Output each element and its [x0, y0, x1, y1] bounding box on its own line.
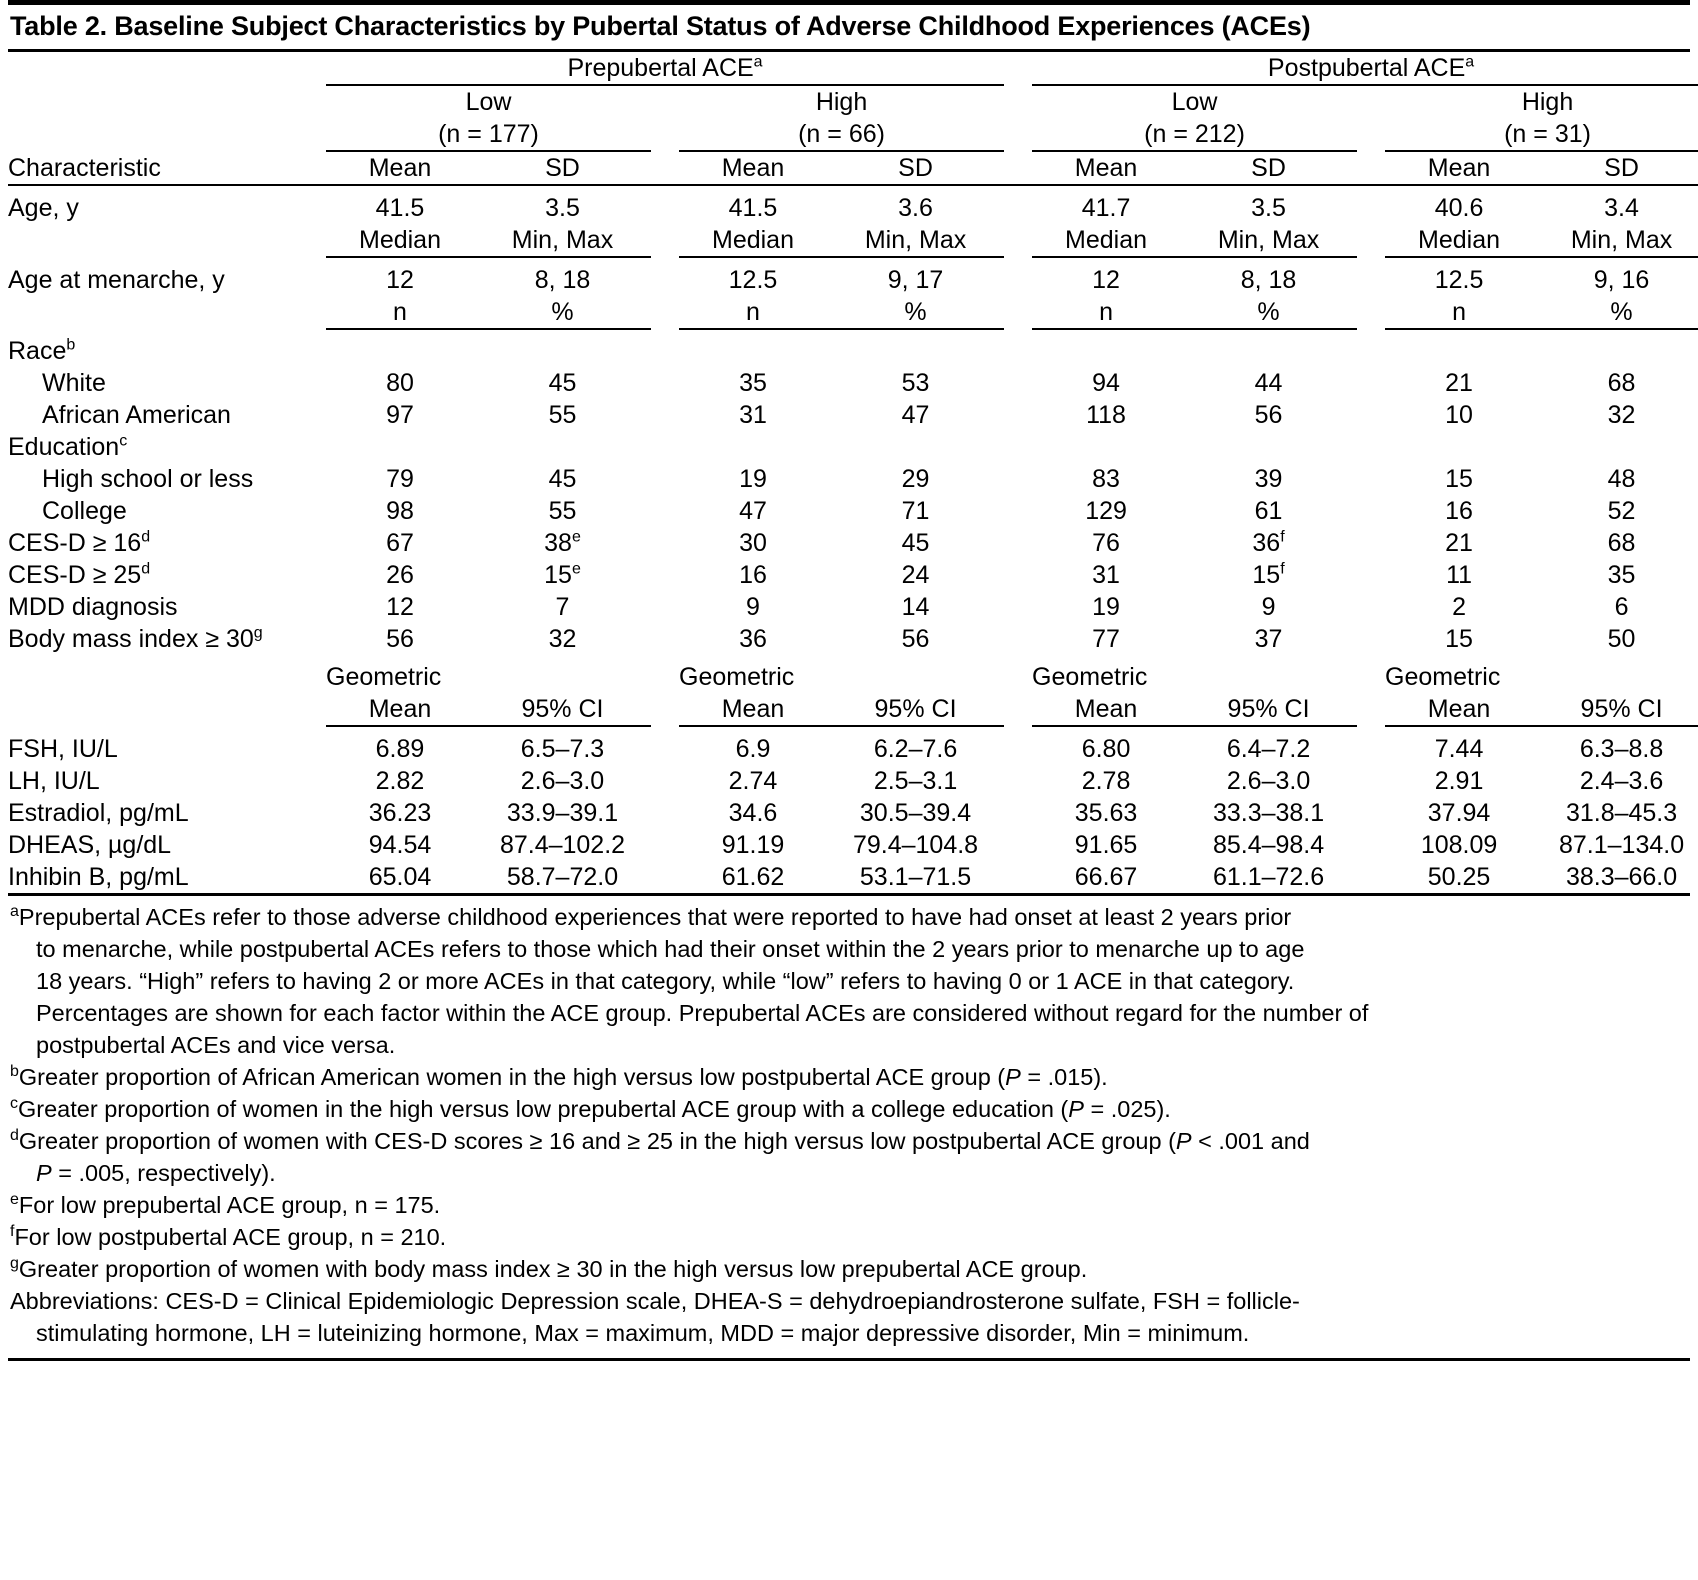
- table-row-section: [8, 431, 1698, 463]
- cell: 50.25: [1427, 863, 1491, 892]
- row-label: MDD diagnosis: [8, 593, 178, 622]
- cell: 2.4–3.6: [1579, 767, 1664, 796]
- subgroup-post-low-n: (n = 212): [1032, 118, 1357, 151]
- col-header: n: [679, 296, 827, 329]
- table-row: [8, 591, 1698, 623]
- cell: 79.4–104.8: [852, 831, 979, 860]
- cell: 15: [1445, 465, 1473, 494]
- abbreviations: Abbreviations: CES-D = Clinical Epidemiologic Depression scale, DHEA-S = dehydroepiandrosterone sulfate, FSH = follicle-: [10, 1288, 1300, 1315]
- footnote-marker: e: [10, 1191, 19, 1209]
- footnote-marker: b: [66, 336, 76, 354]
- cell: 38e: [544, 528, 581, 558]
- cell: 19: [739, 465, 767, 494]
- table-row-section: [8, 329, 1698, 367]
- footnote-d-line: P = .005, respectively).: [36, 1160, 276, 1187]
- footnote-marker: f: [1280, 528, 1285, 546]
- subgroup-post-high: High: [1521, 88, 1574, 117]
- characteristic-header: Characteristic: [8, 154, 161, 183]
- cell: 56: [386, 625, 414, 654]
- cell: 30.5–39.4: [859, 799, 972, 828]
- table-row: [8, 861, 1698, 893]
- row-label: DHEAS, µg/dL: [8, 831, 172, 860]
- subgroup-pre-high-n: (n = 66): [679, 118, 1004, 151]
- cell: 76: [1092, 529, 1120, 558]
- row-label: LH, IU/L: [8, 767, 100, 796]
- col-header: n: [326, 296, 474, 329]
- footnote-marker: g: [253, 624, 263, 642]
- cell: 61: [1254, 497, 1283, 526]
- table-title: Table 2. Baseline Subject Characteristics by Pubertal Status of Adverse Childhood Experiences (ACEs): [10, 11, 1311, 41]
- subgroup-post-high-n: (n = 31): [1385, 118, 1698, 151]
- footnote-d: $^d$Greater proportion of women with CES-D scores ≥ 16 and ≥ 25 in the high versus low postpubertal ACE group (P < .001 and: [10, 1127, 1310, 1155]
- cell: 65.04: [368, 863, 432, 892]
- subheader-n-pct-row: [8, 296, 1698, 329]
- col-header: Min, Max: [1180, 224, 1357, 257]
- cell: 14: [901, 593, 930, 622]
- cell: 45: [548, 465, 577, 494]
- col-header: Mean: [721, 154, 785, 183]
- cell: 10: [1445, 401, 1473, 430]
- col-header: Geometric: [1032, 663, 1148, 692]
- footnote-marker: a: [1465, 53, 1475, 71]
- cell: 12: [386, 593, 414, 622]
- cell: 19: [1092, 593, 1120, 622]
- footnote-a-line: 18 years. “High” refers to having 2 or more ACEs in that category, while “low” refers to having 0 or 1 ACE in that category.: [36, 968, 1295, 995]
- row-label: $CES-D \ge 16^d$: [8, 528, 151, 558]
- subgroup-pre-low: Low: [465, 88, 512, 117]
- cell: 32: [548, 625, 577, 654]
- cell: 6.89: [375, 735, 425, 764]
- cell: 50: [1607, 625, 1636, 654]
- cell: 39: [1254, 465, 1283, 494]
- footnote-marker: a: [753, 53, 763, 71]
- cell: 3.5: [1180, 185, 1357, 224]
- cell: 16: [1445, 497, 1473, 526]
- cell: 77: [1092, 625, 1120, 654]
- cell: 129: [1085, 497, 1127, 526]
- cell: 53.1–71.5: [859, 863, 972, 892]
- cell: 36$^f$: [1252, 528, 1285, 558]
- cell: 48: [1607, 465, 1636, 494]
- cell: 2.74: [728, 767, 778, 796]
- col-header: Median: [1385, 224, 1533, 257]
- cell: 15e: [544, 560, 581, 590]
- col-header: Median: [326, 224, 474, 257]
- cell: 6.9: [735, 735, 771, 764]
- cell: 37.94: [1427, 799, 1491, 828]
- cell: 6.3–8.8: [1579, 735, 1664, 764]
- footnote-c: $^c$Greater proportion of women in the high versus low prepubertal ACE group with a college education (P = .025).: [10, 1095, 1171, 1123]
- row-label: College: [42, 497, 127, 526]
- cell: 56: [901, 625, 930, 654]
- footnote-a: $^a$Prepubertal ACEs refer to those adverse childhood experiences that were reported to have had onset at least 2 years prior: [10, 903, 1292, 931]
- row-label: $CES-D \ge 25^d$: [8, 560, 151, 590]
- col-header: n: [1032, 296, 1180, 329]
- cell: 36.23: [368, 799, 432, 828]
- col-header: SD: [1251, 154, 1286, 183]
- cell: 40.6: [1385, 185, 1533, 224]
- cell: 47: [739, 497, 767, 526]
- group-header-row: [8, 52, 1698, 85]
- footnote-marker: e: [571, 560, 581, 578]
- col-header: %: [827, 296, 1004, 329]
- row-label: Age, y: [8, 185, 326, 224]
- subgroup-label-row: [8, 85, 1698, 118]
- col-header: Mean: [1074, 154, 1138, 183]
- footnote-marker: c: [10, 1095, 18, 1113]
- cell: 37: [1254, 625, 1283, 654]
- cell: 68: [1607, 369, 1636, 398]
- cell: 98: [386, 497, 414, 526]
- footnote-marker: b: [10, 1063, 19, 1081]
- cell: 35: [739, 369, 767, 398]
- cell: 11: [1446, 561, 1473, 590]
- cell: 80: [386, 369, 414, 398]
- cell: 16: [739, 561, 767, 590]
- data-table: [8, 52, 1698, 893]
- footnote-f: $^f$For low postpubertal ACE group, n = 210.: [10, 1223, 447, 1251]
- cell: 45: [548, 369, 577, 398]
- col-header: SD: [1604, 154, 1639, 183]
- footnote-a-line: to menarche, while postpubertal ACEs refers to those which had their onset within the 2 years prior to menarche up to age: [36, 936, 1305, 963]
- cell: 21: [1445, 529, 1473, 558]
- footnote-marker: a: [10, 903, 19, 921]
- table-row: [8, 399, 1698, 431]
- cell: 56: [1254, 401, 1283, 430]
- cell: 3.4: [1533, 185, 1698, 224]
- footnote-a-line: Percentages are shown for each factor within the ACE group. Prepubertal ACEs are considered without regard for the number of: [36, 1000, 1369, 1027]
- cell: 9, 17: [887, 266, 944, 295]
- col-header: Geometric: [1385, 663, 1501, 692]
- col-header: Mean: [368, 154, 432, 183]
- cell: 3.6: [827, 185, 1004, 224]
- cell: 71: [901, 497, 930, 526]
- cell: 2.78: [1081, 767, 1131, 796]
- cell: 91.65: [1074, 831, 1138, 860]
- row-label: African American: [42, 401, 231, 430]
- cell: 34.6: [728, 799, 778, 828]
- col-header: 95% CI: [474, 693, 651, 726]
- subheader-geometric-row2: [8, 693, 1698, 726]
- cell: 38.3–66.0: [1565, 863, 1678, 892]
- cell: 85.4–98.4: [1212, 831, 1325, 860]
- footnote-marker: c: [119, 432, 128, 450]
- cell: 35.63: [1074, 799, 1138, 828]
- cell: 15: [1445, 625, 1473, 654]
- col-header: Mean: [1427, 154, 1491, 183]
- cell: 67: [386, 529, 414, 558]
- cell: 26: [386, 561, 414, 590]
- col-header: %: [474, 296, 651, 329]
- cell: 6.4–7.2: [1226, 735, 1311, 764]
- cell: 87.4–102.2: [499, 831, 626, 860]
- col-header: SD: [545, 154, 580, 183]
- abbreviations-line: stimulating hormone, LH = luteinizing hormone, Max = maximum, MDD = major depressive disorder, Min = minimum.: [36, 1320, 1250, 1347]
- cell: 12: [1092, 266, 1120, 295]
- cell: 33.9–39.1: [506, 799, 619, 828]
- cell: 83: [1092, 465, 1120, 494]
- subheader-geometric-row1: [8, 655, 1698, 693]
- footnote-marker: e: [571, 528, 581, 546]
- table-row: [8, 726, 1698, 765]
- cell: 2.91: [1434, 767, 1484, 796]
- col-header: Mean: [1385, 693, 1533, 726]
- cell: 79: [386, 465, 414, 494]
- footnote-marker: d: [141, 528, 151, 546]
- cell: 52: [1607, 497, 1636, 526]
- footnote-marker: g: [10, 1255, 19, 1273]
- footnote-a-line: postpubertal ACEs and vice versa.: [36, 1032, 396, 1059]
- col-header: %: [1180, 296, 1357, 329]
- cell: 6.2–7.6: [873, 735, 958, 764]
- cell: 31.8–45.3: [1565, 799, 1678, 828]
- row-label: Inhibin B, pg/mL: [8, 863, 189, 892]
- cell: 35: [1607, 561, 1636, 590]
- col-header: Min, Max: [474, 224, 651, 257]
- col-header: 95% CI: [827, 693, 1004, 726]
- cell: 58.7–72.0: [506, 863, 619, 892]
- footnote-e: $^e$For low prepubertal ACE group, n = 175.: [10, 1191, 441, 1219]
- cell: 12: [386, 266, 414, 295]
- cell: 6.5–7.3: [520, 735, 605, 764]
- cell: 108.09: [1420, 831, 1498, 860]
- cell: 29: [901, 465, 930, 494]
- cell: 55: [548, 401, 577, 430]
- table-row: [8, 463, 1698, 495]
- cell: 9, 16: [1593, 266, 1650, 295]
- cell: 2.82: [375, 767, 425, 796]
- table-row: [8, 495, 1698, 527]
- cell: 94.54: [368, 831, 432, 860]
- cell: 118: [1086, 401, 1126, 430]
- row-label: High school or less: [42, 465, 254, 494]
- cell: 97: [386, 401, 414, 430]
- subgroup-pre-low-n: (n = 177): [326, 118, 651, 151]
- footnote-marker: f: [1280, 560, 1285, 578]
- cell: 55: [548, 497, 577, 526]
- col-header: Min, Max: [827, 224, 1004, 257]
- cell: 12.5: [728, 266, 778, 295]
- table-row: [8, 797, 1698, 829]
- cell: 44: [1254, 369, 1283, 398]
- col-header: Mean: [1032, 693, 1180, 726]
- col-header: Median: [679, 224, 827, 257]
- row-label: White: [42, 369, 106, 398]
- cell: 87.1–134.0: [1558, 831, 1685, 860]
- row-label: Education$^c$: [8, 432, 128, 462]
- cell: 15$^f$: [1252, 560, 1285, 590]
- footnotes: [8, 896, 1690, 1354]
- cell: 6: [1614, 593, 1629, 622]
- cell: 61.1–72.6: [1212, 863, 1325, 892]
- cell: 2: [1452, 593, 1466, 622]
- cell: 2.6–3.0: [1226, 767, 1311, 796]
- group-header-postpubertal: Postpubertal ACE$^a$: [1032, 52, 1698, 85]
- row-label: Race$^b$: [8, 336, 76, 366]
- subgroup-pre-high: High: [815, 88, 868, 117]
- table-row: [8, 185, 1698, 224]
- cell: 30: [739, 529, 767, 558]
- table-row: [8, 257, 1698, 296]
- cell: 31: [739, 401, 767, 430]
- table-row: [8, 559, 1698, 591]
- cell: 41.7: [1032, 185, 1180, 224]
- cell: 94: [1092, 369, 1120, 398]
- footnote-g: $^g$Greater proportion of women with body mass index ≥ 30 in the high versus low prepubertal ACE group.: [10, 1255, 1088, 1283]
- table-row: [8, 367, 1698, 399]
- footnote-marker: f: [10, 1223, 15, 1241]
- col-header: %: [1533, 296, 1698, 329]
- table-row: [8, 765, 1698, 797]
- cell: 8, 18: [534, 266, 591, 295]
- col-header: SD: [898, 154, 933, 183]
- column-header-row: [8, 151, 1698, 185]
- cell: 31: [1092, 561, 1120, 590]
- cell: 12.5: [1434, 266, 1484, 295]
- col-header: Min, Max: [1533, 224, 1698, 257]
- row-label: Age at menarche, y: [8, 266, 225, 295]
- col-header: Mean: [326, 693, 474, 726]
- cell: 3.5: [474, 185, 651, 224]
- cell: 53: [901, 369, 930, 398]
- footnote-b: $^b$Greater proportion of African American women in the high versus low postpubertal ACE group (P = .015).: [10, 1063, 1108, 1091]
- cell: 9: [746, 593, 760, 622]
- cell: 68: [1607, 529, 1636, 558]
- cell: 2.5–3.1: [873, 767, 958, 796]
- cell: 66.67: [1074, 863, 1138, 892]
- col-header: n: [1385, 296, 1533, 329]
- cell: 8, 18: [1240, 266, 1297, 295]
- cell: 41.5: [326, 185, 474, 224]
- subgroup-post-low: Low: [1171, 88, 1218, 117]
- table-row: [8, 623, 1698, 655]
- cell: 21: [1445, 369, 1473, 398]
- cell: 45: [901, 529, 930, 558]
- col-header: 95% CI: [1533, 693, 1698, 726]
- col-header: Mean: [679, 693, 827, 726]
- cell: 36: [739, 625, 767, 654]
- cell: 32: [1607, 401, 1636, 430]
- col-header: Median: [1032, 224, 1180, 257]
- cell: 91.19: [721, 831, 785, 860]
- col-header: Geometric: [326, 663, 442, 692]
- table-row: [8, 527, 1698, 559]
- cell: 7.44: [1434, 735, 1484, 764]
- col-header: 95% CI: [1180, 693, 1357, 726]
- bottom-rule: [8, 1358, 1690, 1361]
- row-label: Estradiol, pg/mL: [8, 799, 189, 828]
- footnote-marker: d: [141, 560, 151, 578]
- cell: 6.80: [1081, 735, 1131, 764]
- group-header-prepubertal: Prepubertal ACE$^a$: [326, 52, 1004, 85]
- cell: 47: [901, 401, 930, 430]
- table-row: [8, 829, 1698, 861]
- cell: 24: [901, 561, 930, 590]
- row-label: Body mass index ≥ $30^g$: [8, 624, 263, 654]
- footnote-marker: d: [10, 1127, 19, 1145]
- cell: 41.5: [679, 185, 827, 224]
- row-label: FSH, IU/L: [8, 735, 118, 764]
- cell: 2.6–3.0: [520, 767, 605, 796]
- cell: 61.62: [721, 863, 785, 892]
- cell: 33.3–38.1: [1212, 799, 1325, 828]
- col-header: Geometric: [679, 663, 795, 692]
- subheader-median-row: [8, 224, 1698, 257]
- subgroup-n-row: [8, 118, 1698, 151]
- cell: 9: [1261, 593, 1276, 622]
- cell: 7: [555, 593, 570, 622]
